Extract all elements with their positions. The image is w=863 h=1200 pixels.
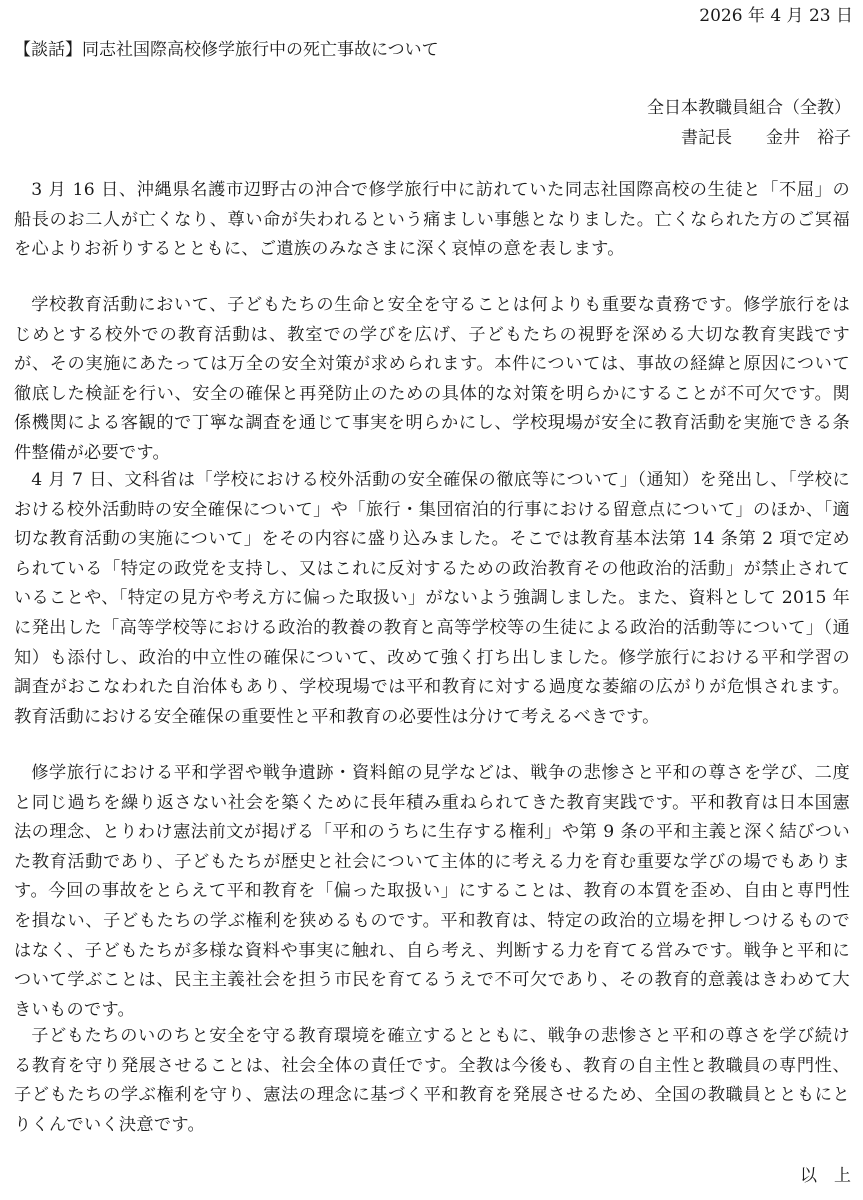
- body-paragraph-1: 3 月 16 日、沖縄県名護市辺野古の沖合で修学旅行中に訪れていた同志社国際高校の生徒と「不屈」の船長のお二人が亡くなり、尊い命が失われるという痛ましい事態となりました。亡くなられた方のご冥福を心よりお祈りするとともに、ご遺族のみなさまに深く哀悼の意を表します。: [14, 180, 850, 260]
- body-paragraph-3: 4 月 7 日、文科省は「学校における校外活動の安全確保の徹底等について」（通知）を発出し、「学校における校外活動時の安全確保について」や「旅行・集団宿泊的行事における留意点について」のほか、「適切な教育活動の実施について」をその内容に盛り込みました。そこでは教育基本法第 14 条第 2 項で定められている「特定の政党を支持し、又はこれに反対するための政治教育その他政治的活動」が禁止されていることや、「特定の見方や考え方に偏った取扱い」がないよう強調しました。また、資料として 2015 年に発出した「高等学校等における政治的教養の教育と高等学校等の生徒による政治的活動等について」（通知）も添付し、政治的中立性の確保について、改めて強く打ち出しました。修学旅行における平和学習の調査がおこなわれた自治体もあり、学校現場では平和教育に対する過度な萎縮の広がりが危惧されます。教育活動における安全確保の重要性と平和教育の必要性は分けて考えるべきです。: [14, 470, 850, 727]
- closing-mark: 以 上: [800, 1166, 851, 1186]
- body-paragraph-4: 修学旅行における平和学習や戦争遺跡・資料館の見学などは、戦争の悲惨さと平和の尊さを学び、二度と同じ過ちを繰り返さない社会を築くために長年積み重ねられてきた教育実践です。平和教育は日本国憲法の理念、とりわけ憲法前文が掲げる「平和のうちに生存する権利」や第 9 条の平和主義と深く結びついた教育活動であり、子どもたちが歴史と社会について主体的に考える力を育む重要な学びの場でもあります。今回の事故をとらえて平和教育を「偏った取扱い」にすることは、教育の本質を歪め、自由と専門性を損ない、子どもたちの学ぶ権利を狭めるものです。平和教育は、特定の政治的立場を押しつけるものではなく、子どもたちが多様な資料や事実に触れ、自ら考え、判断する力を育てる営みです。戦争と平和について学ぶことは、民主主義社会を担う市民を育てるうえで不可欠であり、その教育的意義はきわめて大きいものです。: [14, 763, 850, 1020]
- document-title: 【談話】同志社国際高校修学旅行中の死亡事故について: [14, 40, 439, 60]
- document-date: 2026 年 4 月 23 日: [699, 6, 853, 26]
- signer-name: 書記長 金井 裕子: [681, 128, 851, 148]
- body-paragraph-2: 学校教育活動において、子どもたちの生命と安全を守ることは何よりも重要な責務です。修学旅行をはじめとする校外での教育活動は、教室での学びを広げ、子どもたちの視野を深める大切な教育実践ですが、その実施にあたっては万全の安全対策が求められます。本件については、事故の経緯と原因について徹底した検証を行い、安全の確保と再発防止のための具体的な対策を明らかにすることが不可欠です。関係機関による客観的で丁寧な調査を通じて事実を明らかにし、学校現場が安全に教育活動を実施できる条件整備が必要です。: [14, 295, 850, 463]
- body-paragraph-5: 子どもたちのいのちと安全を守る教育環境を確立するとともに、戦争の悲惨さと平和の尊さを学び続ける教育を守り発展させることは、社会全体の責任です。全教は今後も、教育の自主性と教職員の専門性、子どもたちの学ぶ権利を守り、憲法の理念に基づく平和教育を発展させるため、全国の教職員とともにとりくんでいく決意です。: [14, 1026, 850, 1135]
- organization-name: 全日本教職員組合（全教）: [647, 98, 851, 118]
